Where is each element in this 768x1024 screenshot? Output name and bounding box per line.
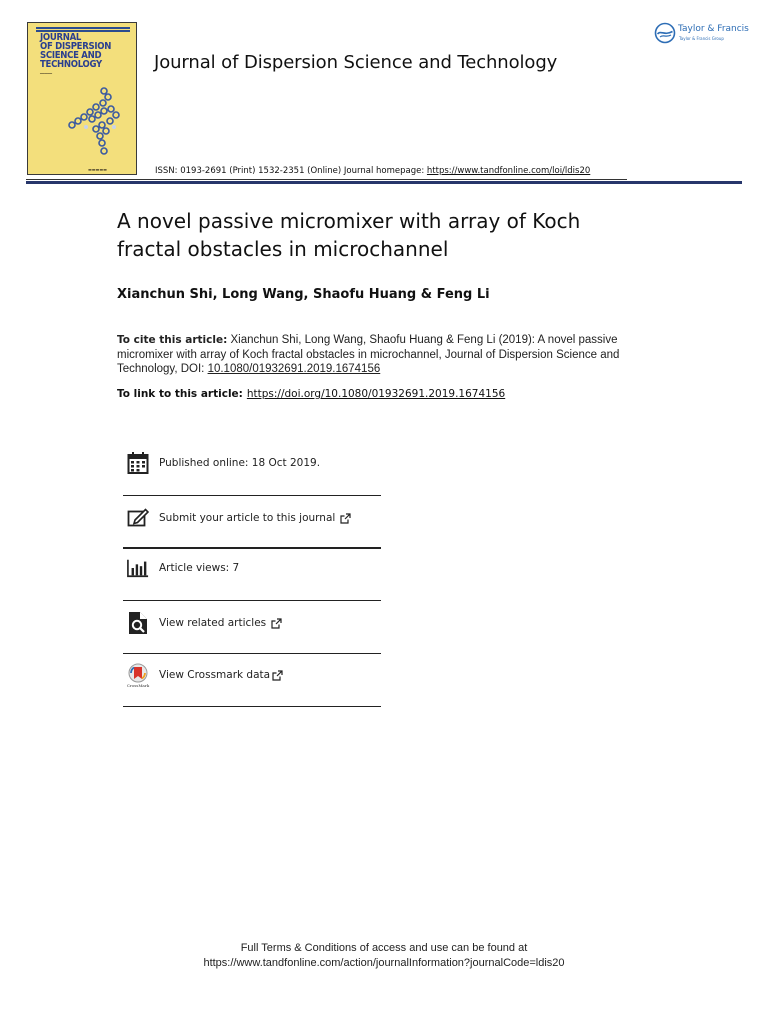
external-link-icon (272, 670, 283, 681)
citation-doi-link[interactable]: 10.1080/01932691.2019.1674156 (207, 363, 381, 375)
terms-url-link[interactable]: https://www.tandfonline.com/action/journalInformation?journalCode=ldis20 (203, 957, 565, 969)
journal-name: Journal of Dispersion Science and Technology (154, 52, 558, 73)
header-divider-thin (26, 179, 627, 180)
divider (123, 706, 381, 707)
bar-chart-icon (127, 556, 149, 580)
article-link-line (117, 388, 505, 400)
terms-text: Full Terms & Conditions of access and use can be found at (240, 942, 528, 954)
crossmark-badge-label: CrossMark (126, 682, 150, 688)
issn-line: ISSN: 0193-2691 (Print) 1532-2351 (Online) Journal homepage: https://www.tandfonline.com/loi/ldis20 (155, 166, 591, 176)
article-views-row (123, 542, 381, 594)
edit-icon (127, 506, 149, 530)
link-label: To link to this article: (117, 388, 243, 400)
external-link-icon (340, 513, 351, 524)
article-authors: Xianchun Shi, Long Wang, Shaofu Huang & Feng Li (117, 287, 490, 302)
journal-homepage-link[interactable]: https://www.tandfonline.com/loi/ldis20 (426, 166, 591, 176)
publisher-subtitle: Taylor & Francis Group (679, 36, 724, 41)
article-title: A novel passive micromixer with array of Koch fractal obstacles in microchannel (117, 209, 581, 261)
submit-article-link[interactable] (123, 492, 381, 544)
terms-footer (0, 941, 768, 971)
journal-cover-image: JOURNAL OF DISPERSION SCIENCE AND TECHNOLOGY ━━━━━ ▬▬▬▬▬ (27, 22, 137, 175)
citation-block (117, 333, 662, 377)
crossmark-text: View Crossmark data (159, 669, 271, 681)
article-views-text: Article views: 7 (159, 562, 240, 574)
submit-article-text: Submit your article to this journal (159, 512, 336, 524)
cover-title: JOURNAL OF DISPERSION SCIENCE AND TECHNOLOGY (40, 32, 112, 70)
citation-text: Xianchun Shi, Long Wang, Shaofu Huang & Feng Li (2019): A novel passive micromixer with array of Koch fractal obstacles in microchannel, Journal of Dispersion Science and Technology, DOI: (117, 334, 620, 375)
citation-label: To cite this article: (117, 334, 228, 346)
cover-molecule-illustration (56, 81, 131, 161)
related-articles-link[interactable] (123, 597, 381, 649)
crossmark-link[interactable] (123, 649, 381, 701)
external-link-icon (271, 618, 282, 629)
related-articles-text: View related articles (159, 617, 267, 629)
document-search-icon (127, 611, 149, 635)
crossmark-icon (127, 660, 149, 690)
calendar-icon (127, 451, 149, 475)
published-online-text: Published online: 18 Oct 2019. (159, 457, 321, 469)
publisher-name: Taylor & Francis (678, 24, 749, 34)
header-divider-thick (26, 181, 742, 184)
published-online-row (123, 437, 381, 489)
article-doi-link[interactable]: https://doi.org/10.1080/01932691.2019.1674156 (246, 388, 506, 400)
